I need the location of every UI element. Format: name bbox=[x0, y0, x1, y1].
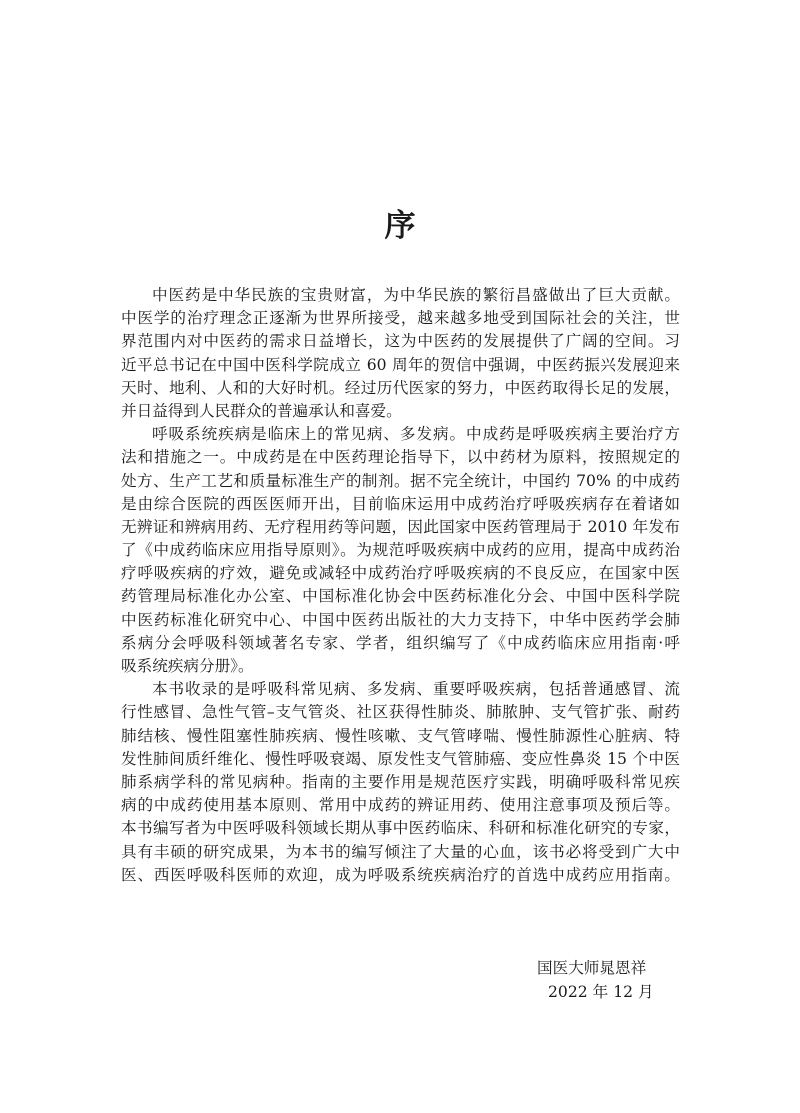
text-line: 是由综合医院的西医医师开出，目前临床运用中成药治疗呼吸疾病存在着诸如 bbox=[121, 494, 680, 513]
paragraph bbox=[121, 284, 680, 423]
text-line: 肺系病学科的常见病种。指南的主要作用是规范医疗实践，明确呼吸科常见疾 bbox=[121, 772, 680, 791]
text-line: 呼吸系统疾病是临床上的常见病、多发病。中成药是呼吸疾病主要治疗方 bbox=[152, 425, 680, 444]
text-line: 本书编写者为中医呼吸科领域长期从事中医药临床、科研和标准化研究的专家， bbox=[121, 819, 680, 838]
text-line: 了《中成药临床应用指导原则》。为规范呼吸疾病中成药的应用，提高中成药治 bbox=[121, 541, 680, 560]
signature-author: 国医大师晁恩祥 bbox=[537, 959, 647, 977]
text-line: 发性肺间质纤维化、慢性呼吸衰竭、原发性支气管肺癌、变应性鼻炎 15 个中医 bbox=[121, 749, 680, 768]
text-line: 疗呼吸疾病的疗效，避免或减轻中成药治疗呼吸疾病的不良反应，在国家中医 bbox=[121, 564, 680, 583]
text-line: 处方、生产工艺和质量标准生产的制剂。据不完全统计，中国约 70% 的中成药 bbox=[121, 471, 680, 490]
preface-body bbox=[121, 284, 680, 887]
signature-date: 2022 年 12 月 bbox=[548, 983, 654, 1001]
text-line: 吸系统疾病分册》。 bbox=[121, 657, 254, 675]
text-line: 并日益得到人民群众的普遍承认和喜爱。 bbox=[121, 401, 402, 420]
text-line: 中医药是中华民族的宝贵财富，为中华民族的繁衍昌盛做出了巨大贡献。 bbox=[152, 286, 680, 304]
text-line: 近平总书记在中国中医科学院成立 60 周年的贺信中强调，中医药振兴发展迎来 bbox=[121, 355, 680, 374]
text-line: 具有丰硕的研究成果，为本书的编写倾注了大量的心血，该书必将受到广大中 bbox=[121, 842, 680, 861]
text-line: 病的中成药使用基本原则、常用中成药的辨证用药、使用注意事项及预后等。 bbox=[121, 796, 680, 815]
text-line: 行性感冒、急性气管–支气管炎、社区获得性肺炎、肺脓肿、支气管扩张、耐药 bbox=[121, 703, 680, 722]
paragraph bbox=[121, 678, 680, 887]
text-line: 中医药标准化研究中心、中国中医药出版社的大力支持下，中华中医药学会肺 bbox=[121, 610, 680, 629]
page-title: 序 bbox=[384, 208, 416, 244]
text-line: 天时、地利、人和的大好时机。经过历代医家的努力，中医药取得长足的发展， bbox=[121, 378, 680, 397]
paragraph bbox=[121, 423, 680, 678]
text-line: 无辨证和辨病用药、无疗程用药等问题，因此国家中医药管理局于 2010 年发布 bbox=[121, 517, 680, 536]
text-line: 医、西医呼吸科医师的欢迎，成为呼吸系统疾病治疗的首选中成药应用指南。 bbox=[121, 865, 680, 884]
text-line: 药管理局标准化办公室、中国标准化协会中医药标准化分会、中国中医科学院 bbox=[121, 587, 680, 606]
text-line: 本书收录的是呼吸科常见病、多发病、重要呼吸疾病，包括普通感冒、流 bbox=[152, 680, 680, 699]
text-line: 系病分会呼吸科领域著名专家、学者，组织编写了《中成药临床应用指南·呼 bbox=[121, 633, 680, 652]
text-line: 界范围内对中医药的需求日益增长，这为中医药的发展提供了广阔的空间。习 bbox=[121, 332, 680, 351]
text-line: 肺结核、慢性阻塞性肺疾病、慢性咳嗽、支气管哮喘、慢性肺源性心脏病、特 bbox=[121, 726, 680, 745]
text-line: 中医学的治疗理念正逐渐为世界所接受，越来越多地受到国际社会的关注，世 bbox=[121, 309, 680, 328]
text-line: 法和措施之一。中成药是在中医药理论指导下，以中药材为原料，按照规定的 bbox=[121, 448, 680, 467]
